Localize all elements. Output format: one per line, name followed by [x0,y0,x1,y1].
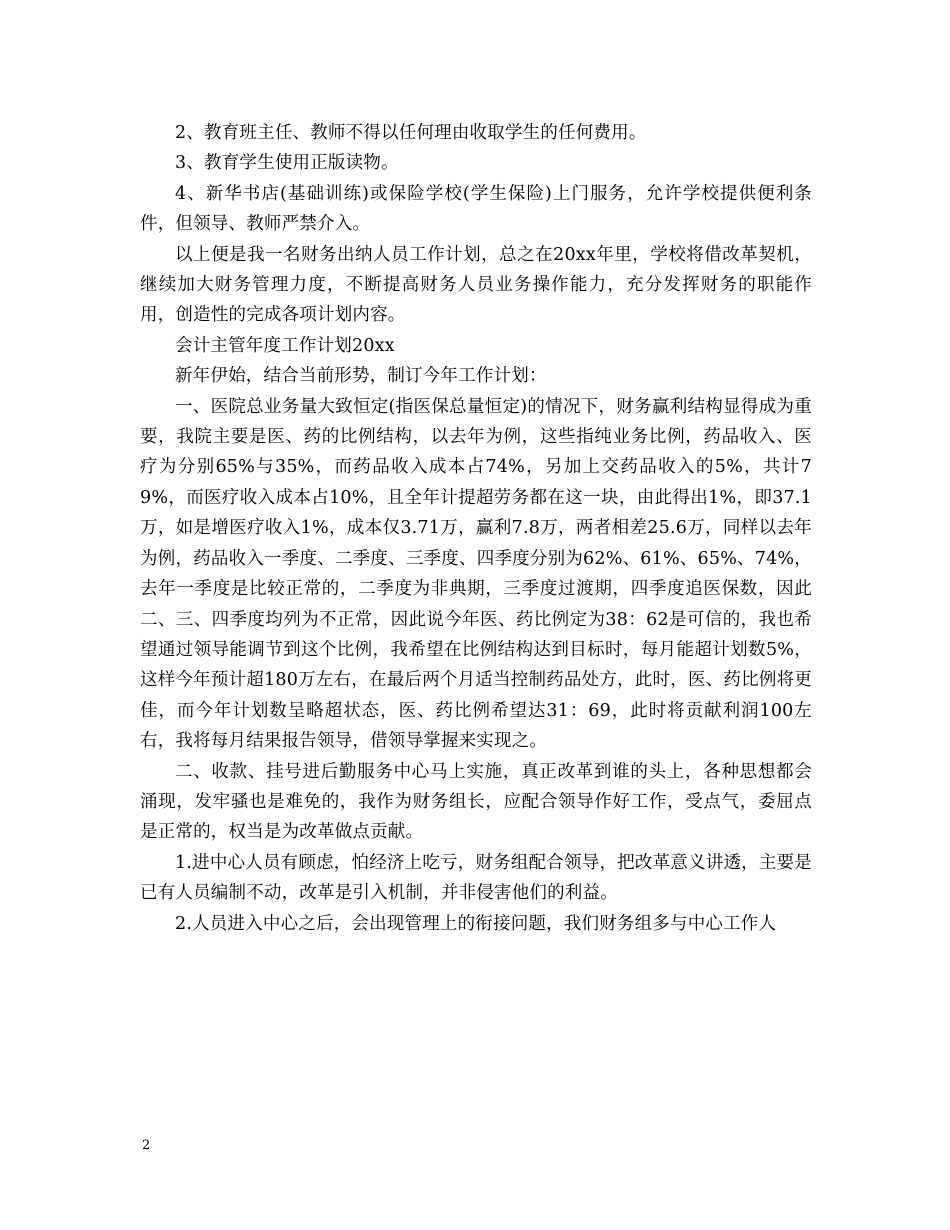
paragraph-summary: 以上便是我一名财务出纳人员工作计划，总之在20xx年里，学校将借改革契机，继续加大财务管理力度，不断提高财务人员业务操作能力，充分发挥财务的职能作用，创造性的完成各项计划内容。 [140,244,812,326]
paragraph-rule-4: 4、新华书店(基础训练)或保险学校(学生保险)上门服务，允许学校提供便利条件，但领导、教师严禁介入。 [140,183,812,235]
paragraph-rule-3: 3、教育学生使用正版读物。 [175,153,399,174]
paragraph-rule-2: 2、教育班主任、教师不得以任何理由收取学生的任何费用。 [175,123,647,143]
paragraph-intro: 新年伊始，结合当前形势，制订今年工作计划： [175,366,547,387]
section-title: 会计主管年度工作计划20xx [175,335,395,356]
paragraph-subpoint-1: 1.进中心人员有顾虑，怕经济上吃亏，财务组配合领导，把改革意义讲透，主要是已有人员编制不动，改革是引入机制，并非侵害他们的利益。 [140,852,812,904]
paragraph-point-two: 二、收款、挂号进后勤服务中心马上实施，真正改革到谁的头上，各种思想都会涌现，发牢骚也是难免的，我作为财务组长，应配合领导作好工作，受点气，委屈点是正常的，权当是为改革做点贡献。 [140,761,812,843]
page-number: 2 [142,1138,151,1153]
paragraph-point-one: 一、医院总业务量大致恒定(指医保总量恒定)的情况下，财务赢利结构显得成为重要，我院主要是医、药的比例结构，以去年为例，这些指纯业务比例，药品收入、医疗为分别65%与35%，而药品收入成本占74%，另加上交药品收入的5%，共计79%，而医疗收入成本占10%，且全年计提超劳务都在这一块，由此得出1%，即37.1万，如是增医疗收入1%，成本仅3.71万，赢利7.8万，两者相差25.6万，同样以去年为例，药品收入一季度、二季度、三季度、四季度分别为62%、61%、65%、74%，去年一季度是比较正常的，二季度为非典期，三季度过渡期，四季度追医保数，因此二、三、四季度均列为不正常，因此说今年医、药比例定为38：62是可信的，我也希望通过领导能调节到这个比例，我希望在比例结构达到目标时，每月能超计划数5%，这样今年预计超180万左右，在最后两个月适当控制药品处方，此时，医、药比例将更佳，而今年计划数呈略超状态，医、药比例希望达31：69，此时将贡献利润100左右，我将每月结果报告领导，借领导掌握来实现之。 [140,396,812,752]
document-body [140,118,812,939]
paragraph-subpoint-2: 2.人员进入中心之后，会出现管理上的衔接问题，我们财务组多与中心工作人 [175,913,777,934]
